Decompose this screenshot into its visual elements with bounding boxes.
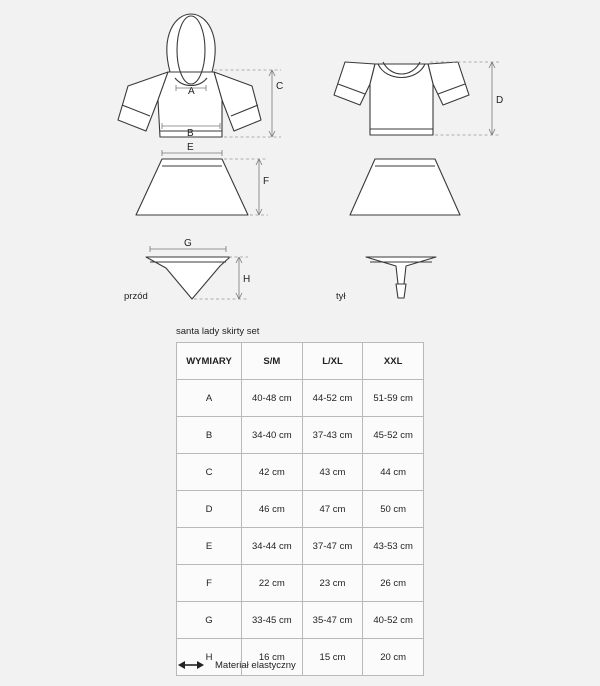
row-dim: A — [177, 380, 242, 417]
row-xxl: 45-52 cm — [363, 417, 424, 454]
table-row — [177, 602, 424, 639]
table-header-row — [177, 343, 424, 380]
header-wymiary: WYMIARY — [177, 343, 242, 380]
row-sm: 34-40 cm — [242, 417, 303, 454]
marker-g-label: G — [184, 238, 192, 249]
row-xxl: 40-52 cm — [363, 602, 424, 639]
table-row — [177, 380, 424, 417]
row-sm: 40-48 cm — [242, 380, 303, 417]
caption-back: tył — [336, 291, 346, 302]
double-arrow-icon — [176, 659, 206, 671]
table-row — [177, 565, 424, 602]
row-dim: C — [177, 454, 242, 491]
row-dim: E — [177, 528, 242, 565]
row-sm: 42 cm — [242, 454, 303, 491]
marker-d-label: D — [496, 95, 504, 106]
size-table — [176, 342, 424, 676]
row-lxl: 44-52 cm — [302, 380, 363, 417]
table-row — [177, 454, 424, 491]
row-xxl: 44 cm — [363, 454, 424, 491]
marker-f-label: F — [263, 176, 270, 187]
row-sm: 46 cm — [242, 491, 303, 528]
front-top-illustration — [118, 14, 261, 137]
row-xxl: 26 cm — [363, 565, 424, 602]
row-lxl: 15 cm — [302, 639, 363, 676]
back-top-illustration — [334, 62, 469, 135]
row-dim: H — [177, 639, 242, 676]
row-xxl: 43-53 cm — [363, 528, 424, 565]
garment-diagram — [0, 0, 600, 320]
row-lxl: 47 cm — [302, 491, 363, 528]
table-row — [177, 417, 424, 454]
row-sm: 33-45 cm — [242, 602, 303, 639]
header-lxl: L/XL — [302, 343, 363, 380]
row-xxl: 20 cm — [363, 639, 424, 676]
marker-a-label: A — [188, 86, 195, 97]
front-skirt-illustration — [136, 159, 248, 215]
legend-label: Materiał elastyczny — [215, 659, 296, 671]
row-lxl: 23 cm — [302, 565, 363, 602]
marker-h-label: H — [243, 274, 251, 285]
row-sm: 16 cm — [242, 639, 303, 676]
row-dim: B — [177, 417, 242, 454]
row-lxl: 43 cm — [302, 454, 363, 491]
row-lxl: 37-47 cm — [302, 528, 363, 565]
legend — [176, 659, 296, 671]
back-skirt-illustration — [350, 159, 460, 215]
caption-front: przód — [124, 291, 148, 302]
row-xxl: 50 cm — [363, 491, 424, 528]
header-sm: S/M — [242, 343, 303, 380]
marker-c-label: C — [276, 81, 284, 92]
row-lxl: 35-47 cm — [302, 602, 363, 639]
row-sm: 34-44 cm — [242, 528, 303, 565]
back-thong-illustration — [366, 257, 436, 298]
marker-e-label: E — [187, 142, 194, 153]
row-xxl: 51-59 cm — [363, 380, 424, 417]
row-dim: D — [177, 491, 242, 528]
table-row — [177, 491, 424, 528]
marker-b-label: B — [187, 128, 194, 139]
row-lxl: 37-43 cm — [302, 417, 363, 454]
table-title: santa lady skirty set — [176, 326, 260, 337]
row-dim: G — [177, 602, 242, 639]
front-thong-illustration — [146, 257, 230, 299]
header-xxl: XXL — [363, 343, 424, 380]
table-row — [177, 528, 424, 565]
row-sm: 22 cm — [242, 565, 303, 602]
row-dim: F — [177, 565, 242, 602]
